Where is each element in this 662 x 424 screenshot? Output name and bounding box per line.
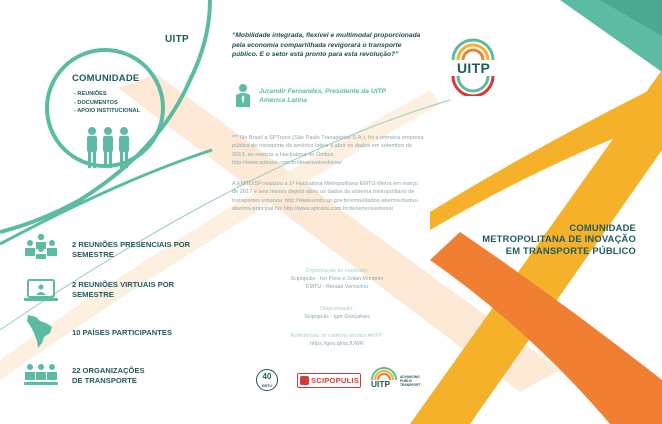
community-list	[74, 90, 140, 116]
stat-countries	[72, 328, 172, 338]
community-item: - APOIO INSTITUCIONAL	[74, 108, 140, 115]
quote-author	[259, 87, 409, 105]
quote-text: “Mobilidade integrada, flexível e multimodal proporcionada pela economia compartilhada revigorará o transporte público. E o setor está pronto para esta revolução?”	[232, 32, 421, 59]
caption-line: PUBLIC	[400, 379, 413, 383]
stat-line: DE TRANSPORTE	[72, 375, 137, 385]
credits-line: Scipopulis - Ivo Pons e Julian Monteiro	[290, 276, 384, 283]
credits-label: Organização do conteúdo:	[305, 268, 369, 274]
latin-america-map-icon	[22, 313, 60, 349]
stat-line: 22 ORGANIZAÇÕES	[72, 366, 145, 375]
emtu-caption: EMTU	[262, 384, 272, 388]
author-region: América Latina	[259, 97, 307, 104]
stat-line: SEMESTRE	[72, 249, 114, 259]
brand-name: UITP	[165, 34, 189, 45]
meeting-people-icon	[22, 233, 60, 259]
laptop-icon	[22, 278, 60, 304]
group-people-icon	[22, 362, 60, 388]
scipopulis-logo-text: SCIPOPULIS	[311, 376, 359, 385]
person-icon	[234, 83, 252, 107]
credits-references	[262, 332, 412, 348]
credits-label: Diagramação:	[320, 306, 354, 312]
credits-design	[262, 305, 412, 321]
community-title: COMUNIDADE	[72, 73, 140, 84]
caption-line: ADVANCING	[400, 375, 420, 379]
uitp-small-caption	[400, 375, 421, 387]
paragraph-emtu: A EMTU/SP realizou a 1ª Hackatona Metropolitana EMTU-Metra em março de 2017 e seis meses depois abriu os dados do sistema metropolitano de transportes urbanos: http://www.emtu.sp.gov.br/emtu/dados-abertos/dados-abertos-principal.fss http://www.sptrans.com.br/desenvolvedores/	[232, 181, 419, 212]
credits-line: Scipopulis - Igor Gonçalves	[304, 314, 370, 321]
credits-link: https://goo.gl/xpJUWR	[310, 341, 364, 348]
stat-virtual	[72, 280, 174, 299]
cover-title-line: METROPOLITANA DE INOVAÇÃO	[482, 233, 636, 245]
cover-title-line: EM TRANSPORTE PÚBLICO	[505, 244, 636, 256]
credits-content	[262, 267, 412, 291]
emtu-40-number: 40	[262, 372, 272, 381]
stat-line: 2 REUNIÕES PRESENCIAIS POR	[72, 240, 191, 249]
stat-organizations	[72, 366, 145, 385]
stat-line: 10 PAÍSES PARTICIPANTES	[72, 328, 173, 337]
people-group-icon	[84, 126, 134, 170]
paragraph-sptrans: *** No Brasil a SPTrans (São Paulo Transportes S.A.), foi a primeira empresa pública de transporte da américa latina a abrir os dados em setembro de 2013, ao realizar a Hackatona do Ônibus. http://www.sptrans.com.br/desenvolvedores/	[232, 135, 424, 166]
scipopulis-mark-icon	[300, 376, 309, 385]
stat-line: 2 REUNIÕES VIRTUAIS POR	[72, 280, 175, 289]
community-item: - DOCUMENTOS	[74, 99, 118, 106]
stat-line: SEMESTRE	[72, 289, 114, 299]
uitp-small-logo-text: UITP	[371, 379, 391, 389]
credits-line: EMTU - Renata Verissimo	[305, 284, 369, 291]
author-name: Jurandir Fernandes, Presidente da UITP	[259, 88, 387, 95]
stat-presential	[72, 240, 190, 259]
community-item: - REUNIÕES	[74, 91, 107, 97]
caption-line: TRANSPORT	[400, 383, 421, 387]
uitp-logo-text: UITP	[457, 60, 491, 76]
credits-label: Referências do caderno técnico ANTP:	[290, 333, 384, 339]
cover-title	[440, 222, 636, 256]
cover-title-line: COMUNIDADE	[569, 222, 636, 233]
